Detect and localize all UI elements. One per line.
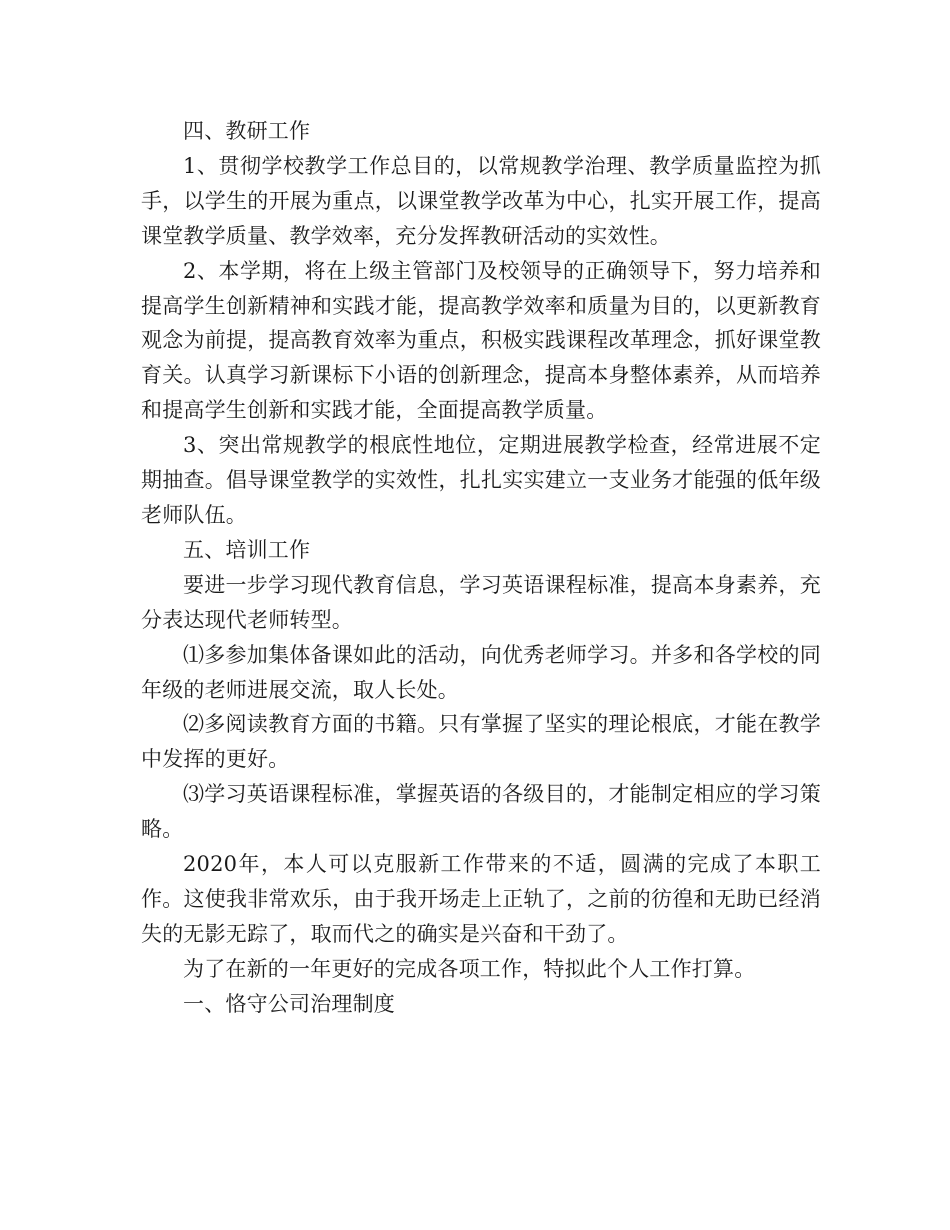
paragraph-training-point-3: ⑶学习英语课程标准，掌握英语的各级目的，才能制定相应的学习策略。 xyxy=(141,782,821,842)
section-heading-training: 五、培训工作 xyxy=(183,537,311,562)
paragraph-training-point-1: ⑴多参加集体备课如此的活动，向优秀老师学习。并多和各学校的同年级的老师进展交流，取人长处。 xyxy=(141,642,821,702)
section-heading-teaching-research: 四、教研工作 xyxy=(183,119,311,143)
section-heading-company-rules: 一、恪守公司治理制度 xyxy=(183,991,395,1016)
paragraph-item-1: 1、贯彻学校教学工作总目的，以常规教学治理、教学质量监控为抓手，以学生的开展为重点，以课堂教学改革为中心，扎实开展工作，提高课堂教学质量、教学效率，充分发挥教研活动的实效性。 xyxy=(141,153,821,248)
paragraph-plan-intro: 为了在新的一年更好的完成各项工作，特拟此个人工作打算。 xyxy=(183,956,756,981)
paragraph-item-3: 3、突出常规教学的根底性地位，定期进展教学检查，经常进展不定期抽查。倡导课堂教学的实效性，扎扎实实建立一支业务才能强的低年级老师队伍。 xyxy=(141,433,821,527)
paragraph-training-point-2: ⑵多阅读教育方面的书籍。只有掌握了坚实的理论根底，才能在教学中发挥的更好。 xyxy=(141,712,821,772)
paragraph-year-summary: 2020年，本人可以克服新工作带来的不适，圆满的完成了本职工作。这使我非常欢乐，由于我开场走上正轨了，之前的彷徨和无助已经消失的无影无踪了，取而代之的确实是兴奋和干劲了。 xyxy=(141,852,821,946)
paragraph-item-2: 2、本学期，将在上级主管部门及校领导的正确领导下，努力培养和提高学生创新精神和实践才能，提高教学效率和质量为目的，以更新教育观念为前提，提高教育效率为重点，积极实践课程改革理念，抓好课堂教育关。认真学习新课标下小语的创新理念，提高本身整体素养，从而培养和提高学生创新和实践才能，全面提高教学质量。 xyxy=(141,258,821,423)
paragraph-training-intro: 要进一步学习现代教育信息，学习英语课程标准，提高本身素养，充分表达现代老师转型。 xyxy=(141,572,821,632)
document-body xyxy=(141,114,821,1022)
